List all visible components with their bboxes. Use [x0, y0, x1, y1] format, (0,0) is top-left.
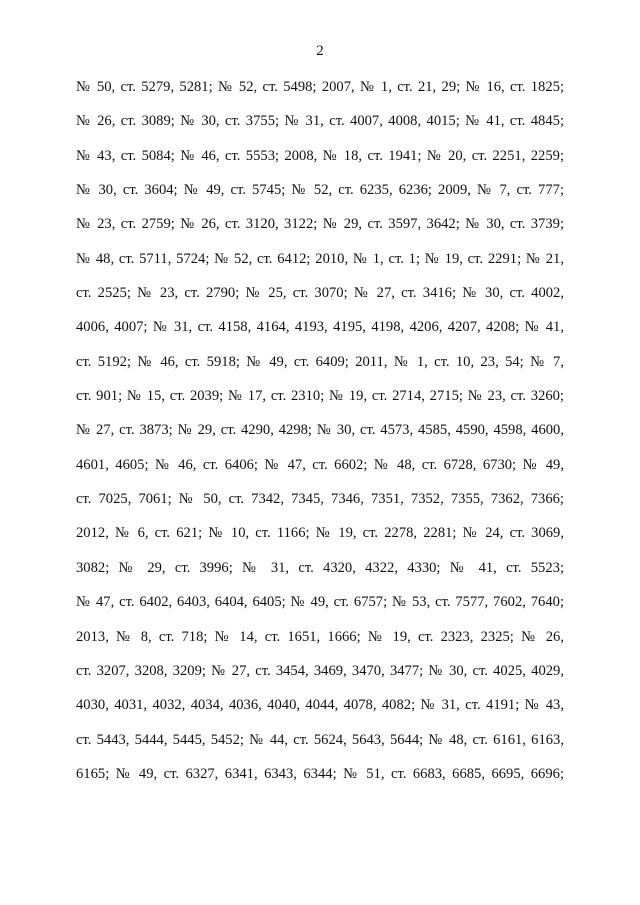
- text-line: ст. 3207, 3208, 3209; № 27, ст. 3454, 3469, 3470, 3477; № 30, ст. 4025, 4029,: [76, 662, 564, 679]
- text-line: № 47, ст. 6402, 6403, 6404, 6405; № 49, ст. 6757; № 53, ст. 7577, 7602, 7640;: [76, 594, 564, 611]
- text-line: № 50, ст. 5279, 5281; № 52, ст. 5498; 2007, № 1, ст. 21, 29; № 16, ст. 1825;: [76, 79, 564, 95]
- document-body: [76, 76, 564, 797]
- text-line: ст. 2525; № 23, ст. 2790; № 25, ст. 3070; № 27, ст. 3416; № 30, ст. 4002,: [76, 285, 564, 302]
- text-line: 4006, 4007; № 31, ст. 4158, 4164, 4193, 4195, 4198, 4206, 4207, 4208; № 41,: [76, 319, 564, 336]
- text-line: ст. 901; № 15, ст. 2039; № 17, ст. 2310; № 19, ст. 2714, 2715; № 23, ст. 3260;: [76, 388, 564, 405]
- text-line: 2013, № 8, ст. 718; № 14, ст. 1651, 1666; № 19, ст. 2323, 2325; № 26,: [76, 628, 564, 645]
- text-line: 3082; № 29, ст. 3996; № 31, ст. 4320, 4322, 4330; № 41, ст. 5523;: [76, 559, 564, 576]
- text-line: ст. 7025, 7061; № 50, ст. 7342, 7345, 7346, 7351, 7352, 7355, 7362, 7366;: [76, 491, 564, 508]
- text-line: 4030, 4031, 4032, 4034, 4036, 4040, 4044, 4078, 4082; № 31, ст. 4191; № 43,: [76, 697, 564, 714]
- text-line: № 27, ст. 3873; № 29, ст. 4290, 4298; № 30, ст. 4573, 4585, 4590, 4598, 4600,: [76, 422, 564, 439]
- text-line: ст. 5192; № 46, ст. 5918; № 49, ст. 6409; 2011, № 1, ст. 10, 23, 54; № 7,: [76, 353, 564, 370]
- text-line: № 43, ст. 5084; № 46, ст. 5553; 2008, № 18, ст. 1941; № 20, ст. 2251, 2259;: [76, 147, 564, 164]
- text-line: № 23, ст. 2759; № 26, ст. 3120, 3122; № 29, ст. 3597, 3642; № 30, ст. 3739;: [76, 216, 564, 233]
- text-line: № 30, ст. 3604; № 49, ст. 5745; № 52, ст. 6235, 6236; 2009, № 7, ст. 777;: [76, 182, 564, 199]
- text-line: ст. 5443, 5444, 5445, 5452; № 44, ст. 5624, 5643, 5644; № 48, ст. 6161, 6163,: [76, 731, 564, 748]
- text-line: № 26, ст. 3089; № 30, ст. 3755; № 31, ст. 4007, 4008, 4015; № 41, ст. 4845;: [76, 113, 564, 130]
- page-number: 2: [316, 43, 324, 59]
- text-line: 2012, № 6, ст. 621; № 10, ст. 1166; № 19, ст. 2278, 2281; № 24, ст. 3069,: [76, 525, 564, 542]
- text-line: 6165; № 49, ст. 6327, 6341, 6343, 6344; № 51, ст. 6683, 6685, 6695, 6696;: [76, 765, 564, 782]
- text-line: № 48, ст. 5711, 5724; № 52, ст. 6412; 2010, № 1, ст. 1; № 19, ст. 2291; № 21,: [76, 250, 564, 267]
- text-line: 4601, 4605; № 46, ст. 6406; № 47, ст. 6602; № 48, ст. 6728, 6730; № 49,: [76, 456, 564, 473]
